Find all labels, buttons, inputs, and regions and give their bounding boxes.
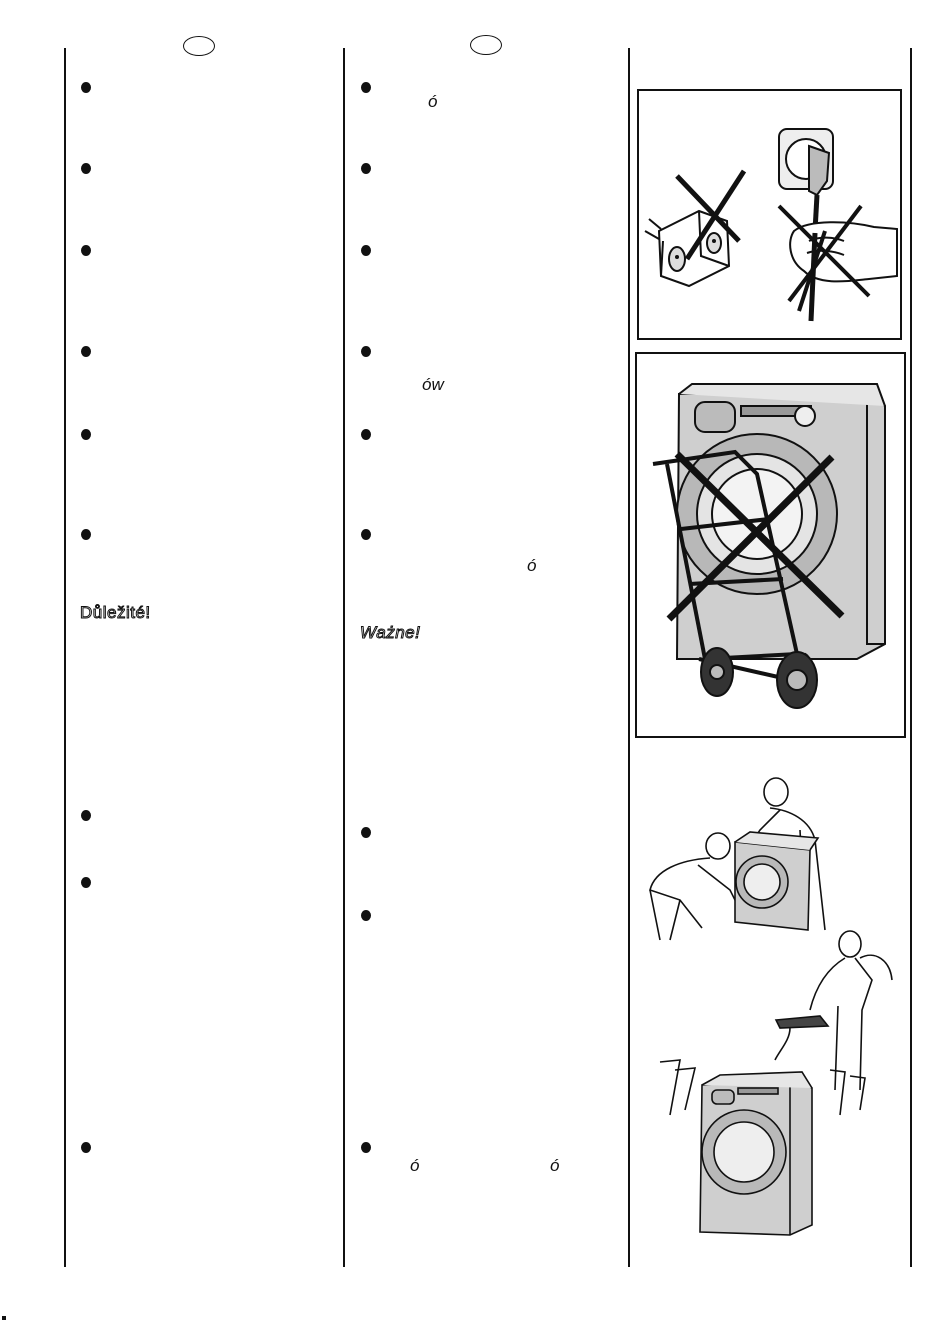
- bullet-marker: [361, 1142, 371, 1153]
- bullet-marker: [81, 245, 91, 256]
- bullet-marker: [361, 910, 371, 921]
- bullet-marker: [361, 163, 371, 174]
- text-fragment: ó: [410, 1156, 420, 1175]
- bullet-marker: [81, 529, 91, 540]
- column-divider-middle: [343, 48, 345, 1267]
- bullet-marker: [361, 346, 371, 357]
- lifting-and-setup-illustration: [640, 770, 908, 1240]
- plug-adapter-illustration: [637, 89, 902, 340]
- text-fragment: ó: [550, 1156, 560, 1175]
- bullet-marker: [361, 827, 371, 838]
- language-badge-left: [183, 36, 215, 56]
- bullet-marker: [361, 529, 371, 540]
- column-divider-left: [64, 48, 66, 1267]
- text-fragment: ó: [428, 92, 438, 111]
- column-divider-right: [628, 48, 630, 1267]
- text-fragment: ów: [422, 375, 444, 394]
- important-heading-cs: Důležité!: [80, 603, 151, 622]
- bullet-marker: [361, 429, 371, 440]
- bullet-marker: [81, 429, 91, 440]
- bullet-marker: [361, 82, 371, 93]
- column-divider-edge: [910, 48, 912, 1267]
- bullet-marker: [81, 1142, 91, 1153]
- bullet-marker: [81, 877, 91, 888]
- corner-mark: [2, 1316, 6, 1320]
- bullet-marker: [81, 810, 91, 821]
- text-fragment: ó: [527, 556, 537, 575]
- hand-truck-illustration: [635, 352, 906, 738]
- bullet-marker: [81, 346, 91, 357]
- important-heading-pl: Ważne!: [360, 623, 421, 642]
- bullet-marker: [361, 245, 371, 256]
- bullet-marker: [81, 163, 91, 174]
- crossed-hand-truck-washer-icon: [637, 354, 904, 736]
- language-badge-middle: [470, 35, 502, 55]
- bullet-marker: [81, 82, 91, 93]
- crossed-adapter-and-cord-icon: [639, 91, 900, 338]
